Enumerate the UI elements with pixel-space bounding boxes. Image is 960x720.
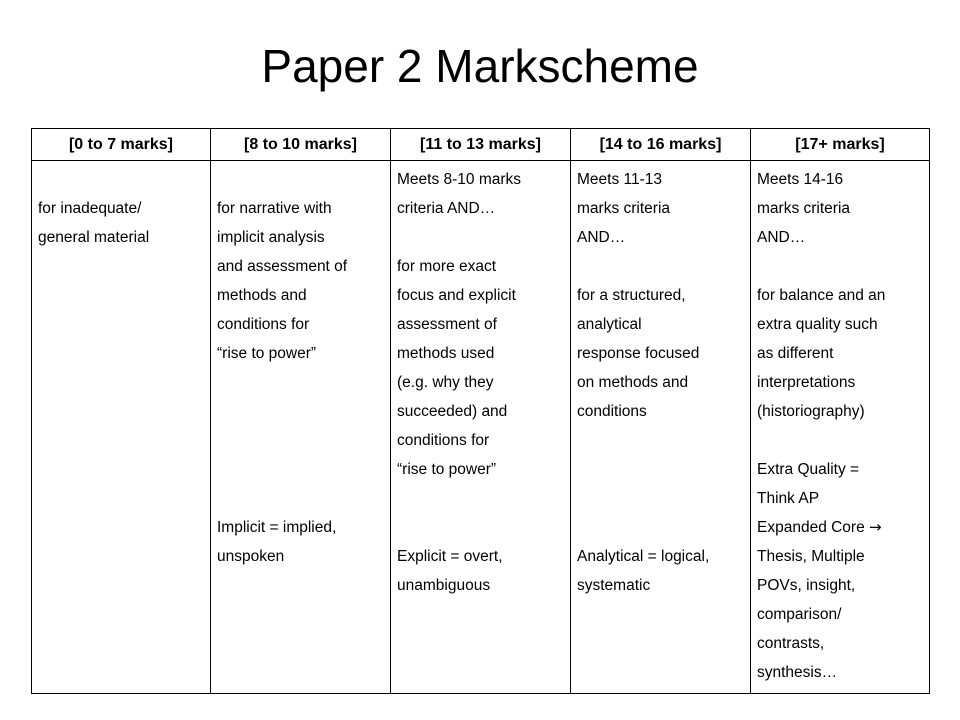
- markscheme-table: [31, 128, 930, 694]
- right-arrow-icon: →: [869, 518, 882, 536]
- criteria-line: methods and: [217, 287, 307, 304]
- criteria-line: (historiography): [757, 403, 865, 420]
- intro-line: Meets 11-13: [577, 171, 663, 188]
- intro-line: AND…: [577, 229, 626, 246]
- header-band-11-13: [11 to 13 marks]: [391, 129, 571, 161]
- extra-line: Think AP: [757, 490, 820, 507]
- criteria-line: implicit analysis: [217, 229, 325, 246]
- cell-band-11-13: [391, 161, 571, 694]
- definition-line: unspoken: [217, 548, 285, 565]
- criteria-row: [32, 161, 930, 694]
- intro-line: Meets 14-16: [757, 171, 844, 188]
- criteria-line: succeeded) and: [397, 403, 508, 420]
- criteria-line: conditions for: [397, 432, 490, 449]
- criteria-line: (e.g. why they: [397, 374, 494, 391]
- criteria-line: conditions: [577, 403, 647, 420]
- intro-line: AND…: [757, 229, 806, 246]
- criteria-line: “rise to power”: [397, 461, 497, 478]
- criteria-line: response focused: [577, 345, 700, 362]
- header-row: [32, 129, 930, 161]
- criteria-line: for narrative with: [217, 200, 332, 217]
- intro-line: criteria AND…: [397, 200, 496, 217]
- criteria-line: extra quality such: [757, 316, 878, 333]
- cell-band-17-plus: [751, 161, 930, 694]
- criteria-line: for inadequate/: [38, 200, 142, 217]
- criteria-line: as different: [757, 345, 834, 362]
- extra-line: comparison/: [757, 606, 842, 623]
- extra-line: synthesis…: [757, 664, 838, 681]
- criteria-line: and assessment of: [217, 258, 348, 275]
- criteria-line: general material: [38, 229, 150, 246]
- extra-line: Extra Quality =: [757, 461, 860, 478]
- header-band-8-10: [8 to 10 marks]: [211, 129, 391, 161]
- extra-line: contrasts,: [757, 635, 825, 652]
- extra-line: POVs, insight,: [757, 577, 856, 594]
- criteria-line: interpretations: [757, 374, 856, 391]
- slide-title: Paper 2 Markscheme: [261, 40, 699, 92]
- definition-line: unambiguous: [397, 577, 491, 594]
- definition-line: Analytical = logical,: [577, 548, 710, 565]
- definition-line: systematic: [577, 577, 651, 594]
- extra-line: Thesis, Multiple: [757, 548, 865, 565]
- criteria-line: focus and explicit: [397, 287, 516, 304]
- criteria-line: “rise to power”: [217, 345, 317, 362]
- extra-line: [757, 513, 923, 542]
- cell-band-14-16: [571, 161, 751, 694]
- definition-line: Explicit = overt,: [397, 548, 503, 565]
- criteria-line: for more exact: [397, 258, 497, 275]
- intro-line: Meets 8-10 marks: [397, 171, 522, 188]
- cell-band-8-10: [211, 161, 391, 694]
- intro-line: marks criteria: [577, 200, 671, 217]
- criteria-line: conditions for: [217, 316, 310, 333]
- criteria-line: assessment of: [397, 316, 497, 333]
- header-band-17-plus: [17+ marks]: [751, 129, 930, 161]
- header-band-0-7: [0 to 7 marks]: [32, 129, 211, 161]
- intro-line: marks criteria: [757, 200, 851, 217]
- criteria-line: for balance and an: [757, 287, 886, 304]
- criteria-line: for a structured,: [577, 287, 686, 304]
- criteria-line: analytical: [577, 316, 642, 333]
- criteria-line: methods used: [397, 345, 495, 362]
- criteria-line: on methods and: [577, 374, 689, 391]
- extra-line-text: Expanded Core: [757, 519, 865, 536]
- definition-line: Implicit = implied,: [217, 519, 337, 536]
- header-band-14-16: [14 to 16 marks]: [571, 129, 751, 161]
- cell-band-0-7: [32, 161, 211, 694]
